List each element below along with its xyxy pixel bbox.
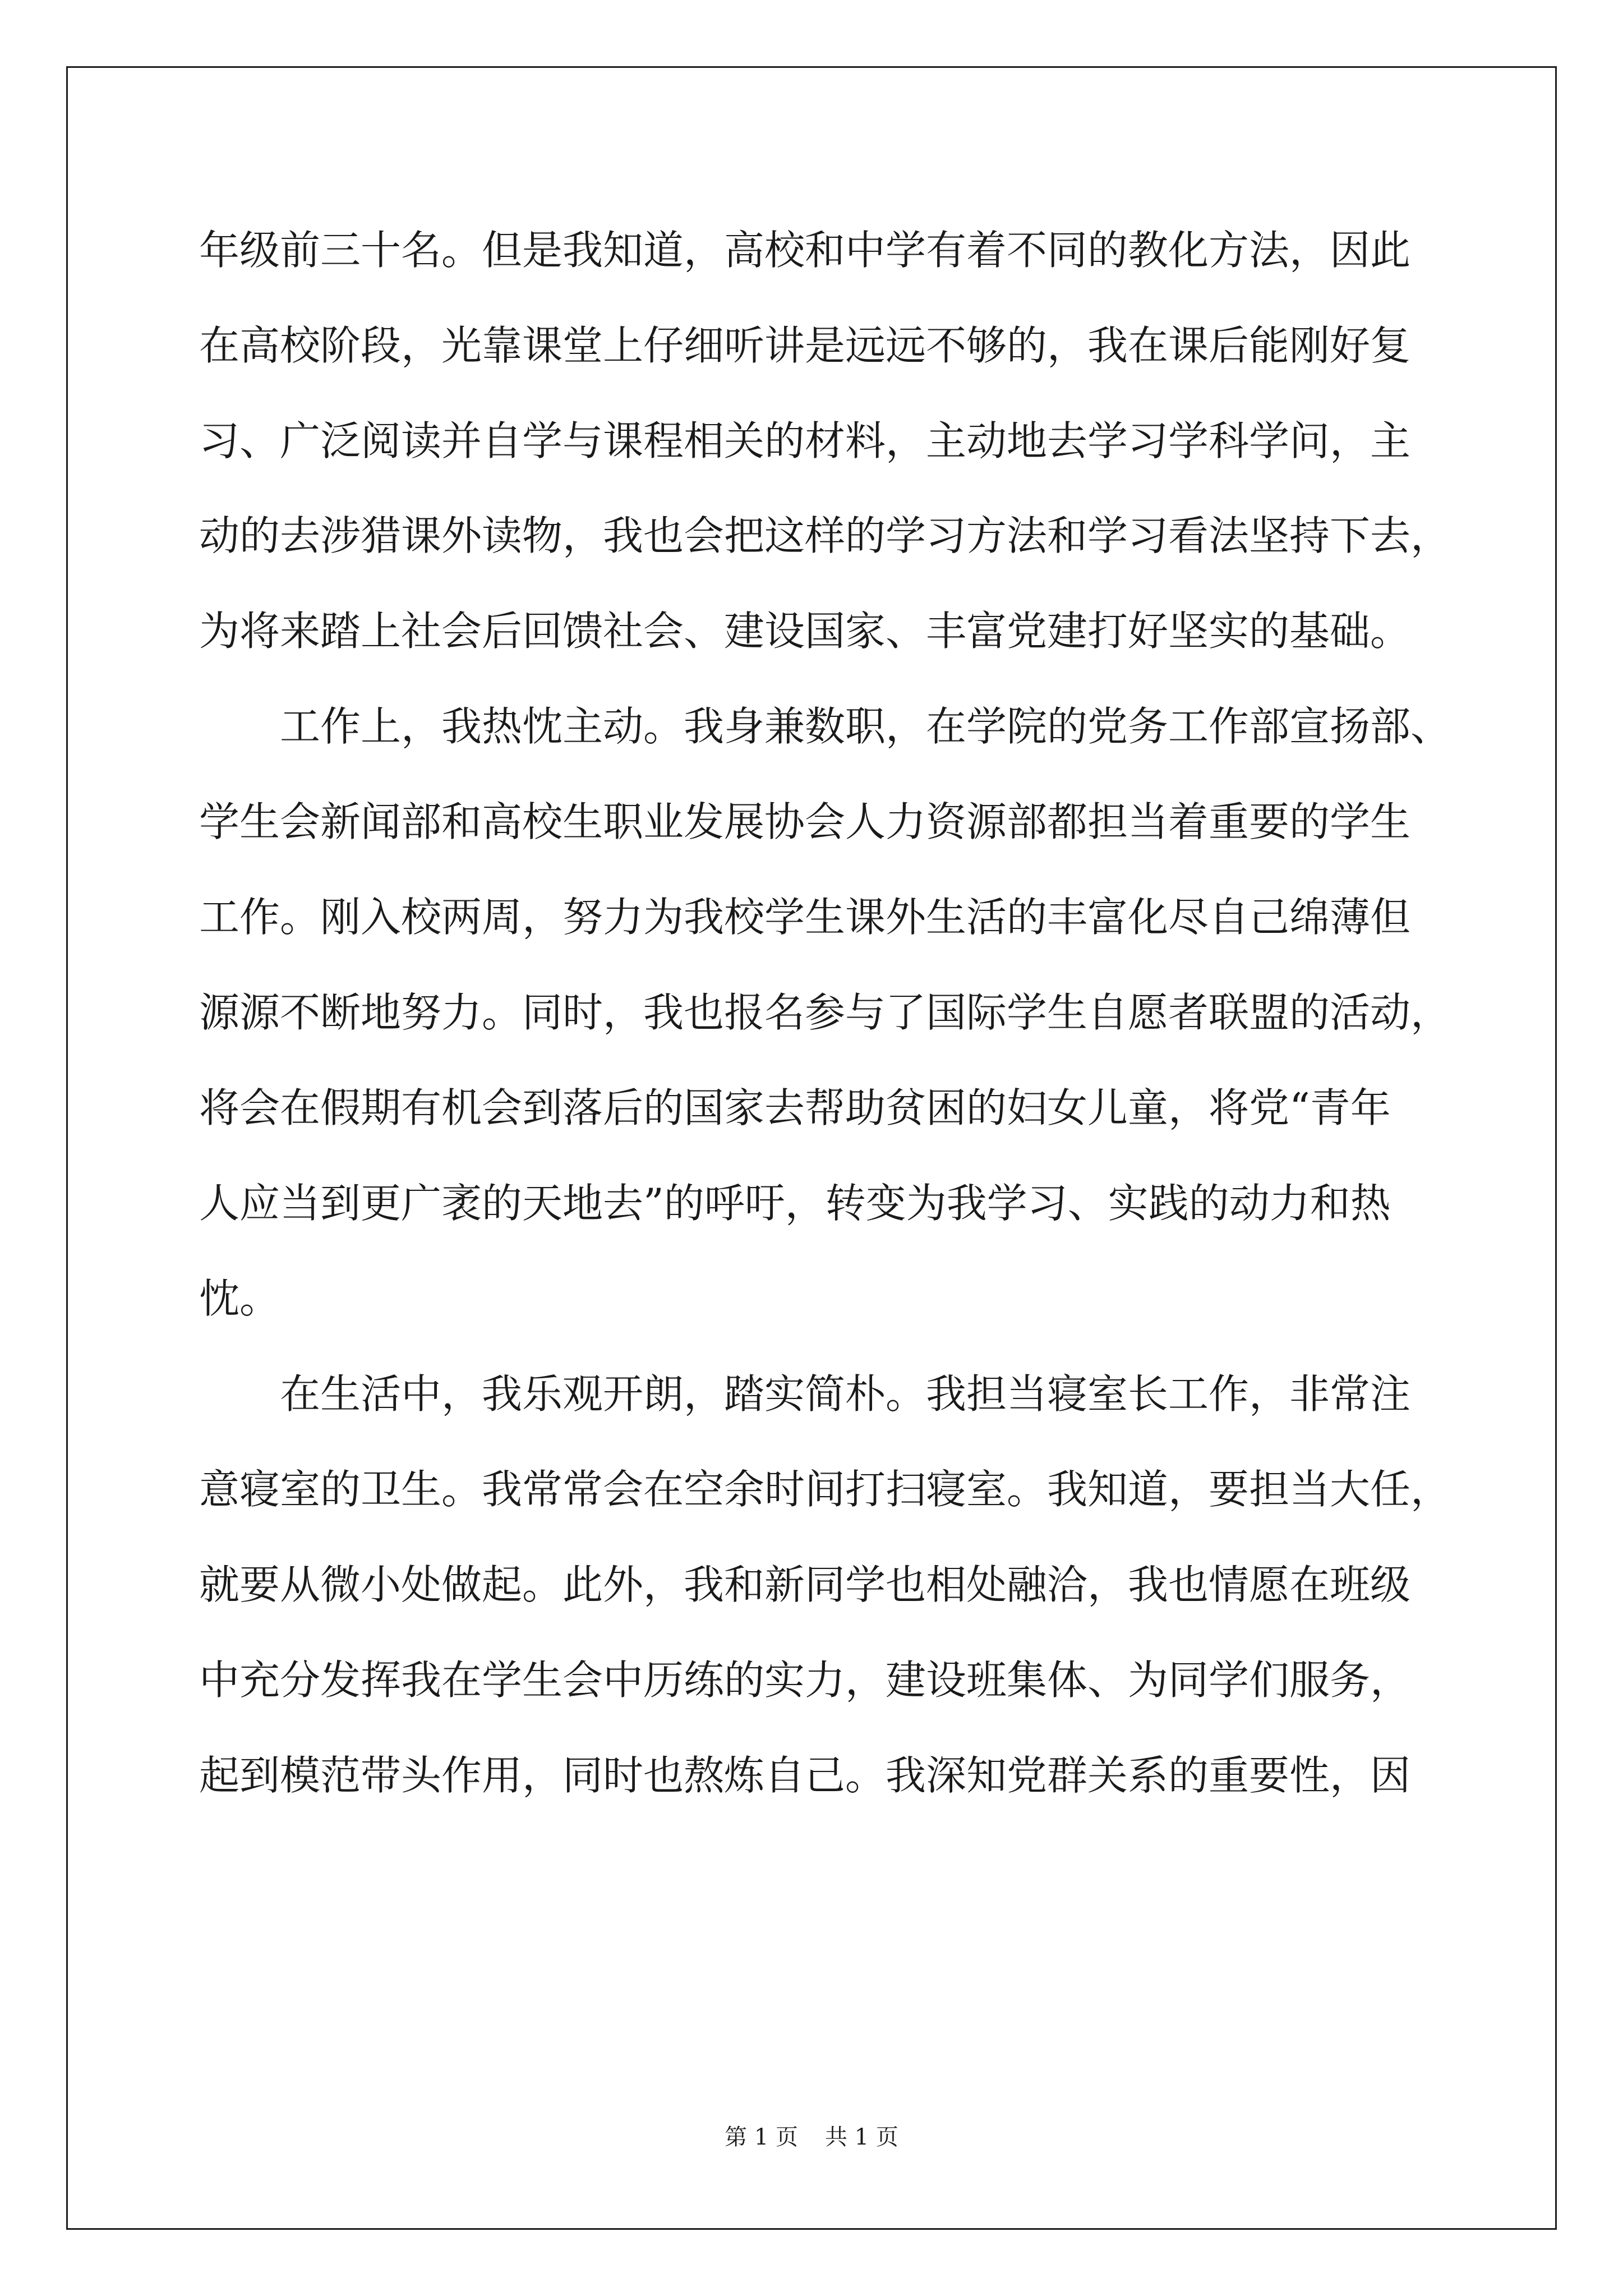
text-line: 习、广泛阅读并自学与课程相关的材料，主动地去学习学科学问，主 (199, 417, 1411, 464)
page-count: 共 1 页 (825, 2124, 898, 2150)
text-line: 年级前三十名。但是我知道，高校和中学有着不同的教化方法，因此 (199, 227, 1411, 274)
text-line: 动的去涉猎课外读物，我也会把这样的学习方法和学习看法坚持下去， (199, 512, 1451, 559)
text-line: 就要从微小处做起。此外，我和新同学也相处融洽，我也情愿在班级 (199, 1561, 1411, 1608)
text-line: 起到模范带头作用，同时也熬炼自己。我深知党群关系的重要性，因 (199, 1752, 1411, 1799)
text-line: 意寝室的卫生。我常常会在空余时间打扫寝室。我知道，要担当大任， (199, 1466, 1451, 1513)
text-line: 源源不断地努力。同时，我也报名参与了国际学生自愿者联盟的活动， (199, 989, 1451, 1036)
text-line: 在高校阶段，光靠课堂上仔细听讲是远远不够的，我在课后能刚好复 (199, 322, 1411, 369)
text-line: 中充分发挥我在学生会中历练的实力，建设班集体、为同学们服务， (199, 1657, 1411, 1704)
page-footer (0, 2122, 1623, 2153)
page-number: 第 1 页 (725, 2124, 798, 2150)
paragraph-first-line: 工作上，我热忱主动。我身兼数职，在学院的党务工作部宣扬部、 (280, 703, 1451, 750)
text-line: 为将来踏上社会后回馈社会、建设国家、丰富党建打好坚实的基础。 (199, 608, 1411, 655)
text-line: 工作。刚入校两周，努力为我校学生课外生活的丰富化尽自己绵薄但 (199, 894, 1411, 941)
page-border (66, 66, 1557, 2230)
text-line: 学生会新闻部和高校生职业发展协会人力资源部都担当着重要的学生 (199, 798, 1411, 845)
text-line: 忱。 (199, 1275, 280, 1322)
paragraph-first-line: 在生活中，我乐观开朗，踏实简朴。我担当寝室长工作，非常注 (280, 1370, 1411, 1418)
text-line: 将会在假期有机会到落后的国家去帮助贫困的妇女儿童，将党“青年 (199, 1084, 1391, 1131)
text-line: 人应当到更广袤的天地去”的呼吁，转变为我学习、实践的动力和热 (199, 1180, 1391, 1227)
